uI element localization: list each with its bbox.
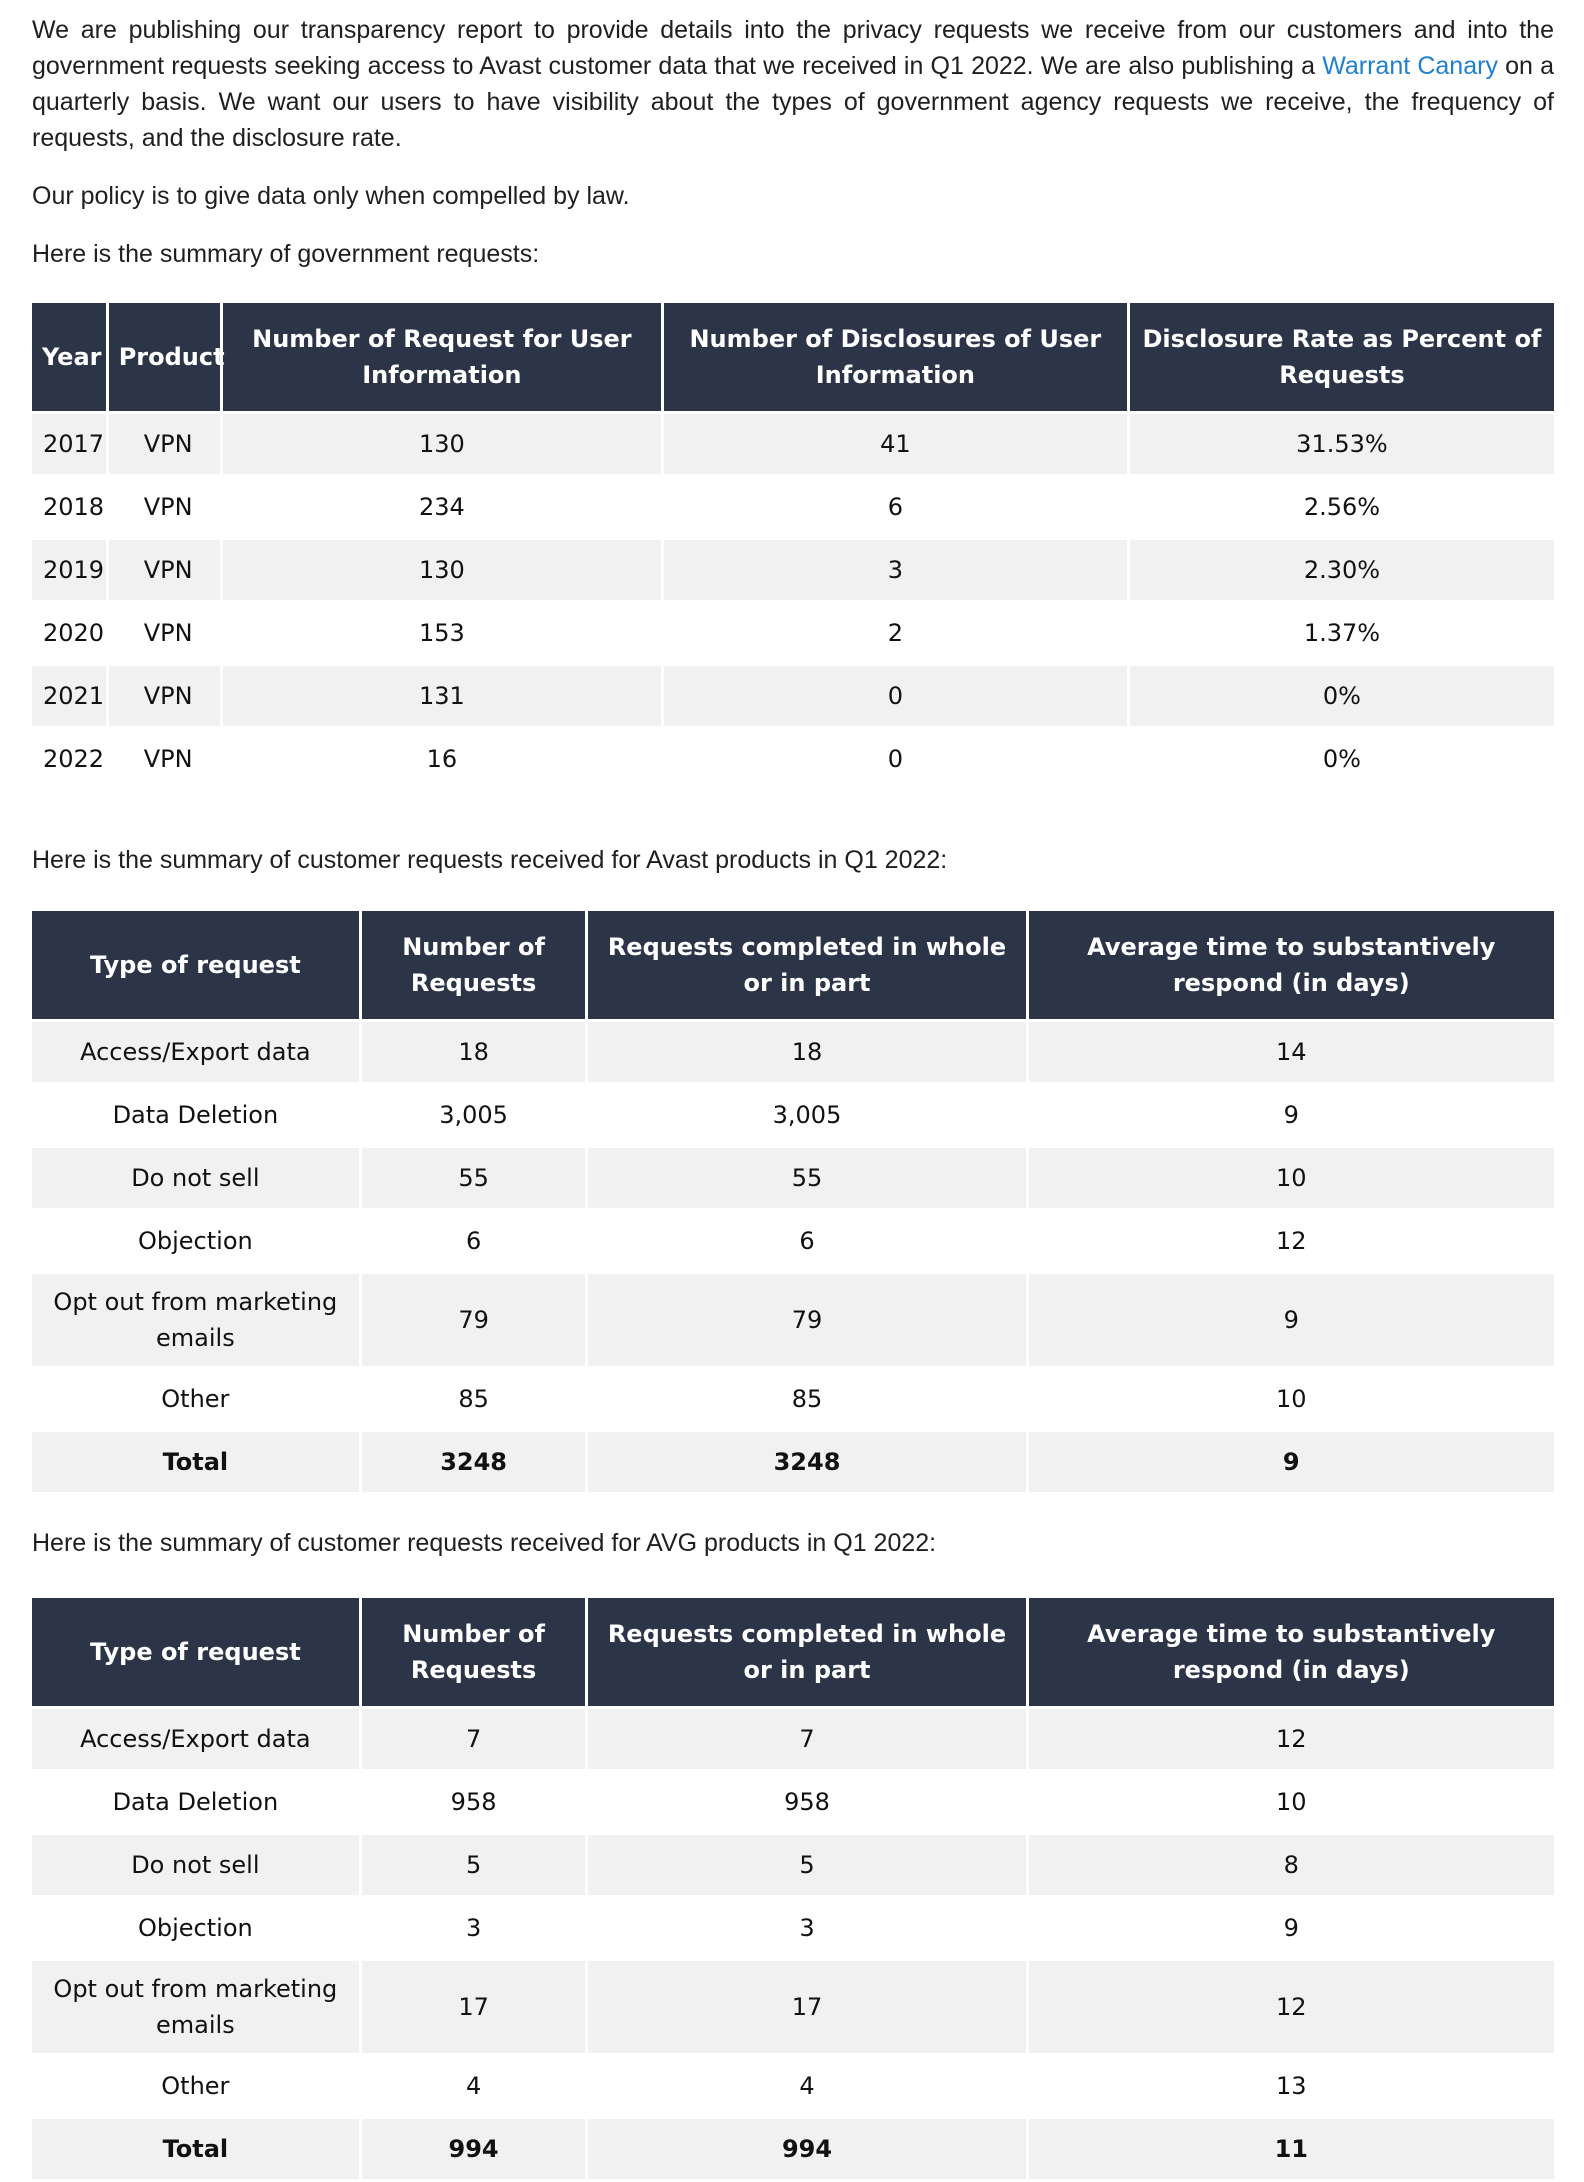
gov-header-year: Year [32, 303, 106, 411]
number-of-requests-cell: 4 [362, 2056, 586, 2116]
request-type-cell: Data Deletion [32, 1085, 359, 1145]
request-type-cell: Access/Export data [32, 1022, 359, 1082]
number-of-requests-cell: 6 [362, 1211, 586, 1271]
table-row [32, 729, 1554, 789]
disclosures-cell: 0 [664, 666, 1127, 726]
table-row [32, 1085, 1554, 1145]
requests-completed-cell: 3,005 [588, 1085, 1025, 1145]
requests-completed-cell: 85 [588, 1369, 1025, 1429]
avg-response-time-cell: 12 [1029, 1709, 1554, 1769]
number-of-requests-cell: 7 [362, 1709, 586, 1769]
gov-summary-heading: Here is the summary of government requests: [32, 240, 540, 268]
year-cell: 2021 [32, 666, 106, 726]
requests-cell: 131 [223, 666, 661, 726]
requests-completed-cell: 994 [588, 2119, 1025, 2179]
year-cell: 2017 [32, 414, 106, 474]
product-cell: VPN [109, 603, 220, 663]
avg-header-type: Type of request [32, 1598, 359, 1706]
requests-completed-cell: 3248 [588, 1432, 1025, 1492]
gov-table-header-row [32, 303, 1554, 411]
avg-response-time-cell: 11 [1029, 2119, 1554, 2179]
request-type-cell: Other [32, 1369, 359, 1429]
avg-header-avg-time: Average time to substantively respond (in days) [1029, 1598, 1554, 1706]
requests-cell: 16 [223, 729, 661, 789]
government-requests-table [29, 300, 1557, 792]
table-row [32, 1898, 1554, 1958]
request-type-cell: Data Deletion [32, 1772, 359, 1832]
avg-response-time-cell: 10 [1029, 1369, 1554, 1429]
number-of-requests-cell: 18 [362, 1022, 586, 1082]
avg-response-time-cell: 9 [1029, 1432, 1554, 1492]
gov-header-disclosures: Number of Disclosures of User Information [664, 303, 1127, 411]
requests-completed-cell: 3 [588, 1898, 1025, 1958]
table-row [32, 1772, 1554, 1832]
requests-completed-cell: 79 [588, 1274, 1025, 1366]
avast-header-type: Type of request [32, 911, 359, 1019]
avast-header-number: Number of Requests [362, 911, 586, 1019]
avg-response-time-cell: 10 [1029, 1772, 1554, 1832]
requests-completed-cell: 55 [588, 1148, 1025, 1208]
table-row [32, 603, 1554, 663]
table-row [32, 414, 1554, 474]
avg-response-time-cell: 9 [1029, 1085, 1554, 1145]
product-cell: VPN [109, 729, 220, 789]
requests-completed-cell: 4 [588, 2056, 1025, 2116]
disclosures-cell: 3 [664, 540, 1127, 600]
avg-response-time-cell: 9 [1029, 1898, 1554, 1958]
avg-header-number: Number of Requests [362, 1598, 586, 1706]
disclosures-cell: 0 [664, 729, 1127, 789]
gov-header-rate: Disclosure Rate as Percent of Requests [1130, 303, 1554, 411]
avg-response-time-cell: 13 [1029, 2056, 1554, 2116]
requests-completed-cell: 5 [588, 1835, 1025, 1895]
request-type-cell: Do not sell [32, 1148, 359, 1208]
disclosures-cell: 2 [664, 603, 1127, 663]
avg-table-header-row [32, 1598, 1554, 1706]
avast-table-header-row [32, 911, 1554, 1019]
product-cell: VPN [109, 477, 220, 537]
requests-completed-cell: 6 [588, 1211, 1025, 1271]
table-row [32, 2056, 1554, 2116]
requests-completed-cell: 958 [588, 1772, 1025, 1832]
avg-response-time-cell: 12 [1029, 1961, 1554, 2053]
request-type-cell: Total [32, 2119, 359, 2179]
table-row [32, 2119, 1554, 2179]
number-of-requests-cell: 3,005 [362, 1085, 586, 1145]
table-row [32, 1274, 1554, 1366]
avast-header-avg-time: Average time to substantively respond (in days) [1029, 911, 1554, 1019]
requests-cell: 130 [223, 414, 661, 474]
table-row [32, 1211, 1554, 1271]
requests-completed-cell: 17 [588, 1961, 1025, 2053]
table-row [32, 1369, 1554, 1429]
disclosure-rate-cell: 0% [1130, 666, 1554, 726]
request-type-cell: Other [32, 2056, 359, 2116]
request-type-cell: Access/Export data [32, 1709, 359, 1769]
avg-response-time-cell: 9 [1029, 1274, 1554, 1366]
requests-completed-cell: 18 [588, 1022, 1025, 1082]
avg-summary-heading: Here is the summary of customer requests received for AVG products in Q1 2022: [32, 1529, 937, 1557]
number-of-requests-cell: 79 [362, 1274, 586, 1366]
gov-header-product: Product [109, 303, 220, 411]
request-type-cell: Do not sell [32, 1835, 359, 1895]
number-of-requests-cell: 5 [362, 1835, 586, 1895]
intro-paragraph [32, 0, 1554, 156]
request-type-cell: Opt out from marketing emails [32, 1961, 359, 2053]
request-type-cell: Objection [32, 1898, 359, 1958]
table-row [32, 540, 1554, 600]
requests-completed-cell: 7 [588, 1709, 1025, 1769]
number-of-requests-cell: 958 [362, 1772, 586, 1832]
avg-header-completed: Requests completed in whole or in part [588, 1598, 1025, 1706]
request-type-cell: Opt out from marketing emails [32, 1274, 359, 1366]
number-of-requests-cell: 3248 [362, 1432, 586, 1492]
disclosure-rate-cell: 0% [1130, 729, 1554, 789]
year-cell: 2020 [32, 603, 106, 663]
requests-cell: 153 [223, 603, 661, 663]
product-cell: VPN [109, 540, 220, 600]
disclosures-cell: 41 [664, 414, 1127, 474]
intro-text-after-link: on a quarterly basis. We want our users to have visibility about the types of government agency requests we receive, the frequency of requests, and the disclosure rate. [32, 52, 1555, 152]
number-of-requests-cell: 85 [362, 1369, 586, 1429]
table-row [32, 666, 1554, 726]
product-cell: VPN [109, 666, 220, 726]
product-cell: VPN [109, 414, 220, 474]
avast-header-completed: Requests completed in whole or in part [588, 911, 1025, 1019]
avg-response-time-cell: 14 [1029, 1022, 1554, 1082]
disclosure-rate-cell: 31.53% [1130, 414, 1554, 474]
gov-header-requests: Number of Request for User Information [223, 303, 661, 411]
avg-response-time-cell: 8 [1029, 1835, 1554, 1895]
year-cell: 2022 [32, 729, 106, 789]
number-of-requests-cell: 3 [362, 1898, 586, 1958]
disclosure-rate-cell: 2.56% [1130, 477, 1554, 537]
disclosures-cell: 6 [664, 477, 1127, 537]
avg-response-time-cell: 12 [1029, 1211, 1554, 1271]
table-row [32, 1432, 1554, 1492]
table-row [32, 1961, 1554, 2053]
avast-summary-heading: Here is the summary of customer requests received for Avast products in Q1 2022: [32, 846, 948, 874]
number-of-requests-cell: 55 [362, 1148, 586, 1208]
table-row [32, 1835, 1554, 1895]
year-cell: 2019 [32, 540, 106, 600]
avg-response-time-cell: 10 [1029, 1148, 1554, 1208]
table-row [32, 477, 1554, 537]
requests-cell: 130 [223, 540, 661, 600]
year-cell: 2018 [32, 477, 106, 537]
number-of-requests-cell: 994 [362, 2119, 586, 2179]
intro-text-before-link: We are publishing our transparency report to provide details into the privacy requests we receive from our customers and into the government requests seeking access to Avast customer data that we received in Q1 2022. We are also publishing a [32, 16, 1554, 80]
avg-customer-requests-table [29, 1595, 1557, 2182]
warrant-canary-link[interactable]: Warrant Canary [1322, 52, 1498, 80]
disclosure-rate-cell: 2.30% [1130, 540, 1554, 600]
requests-cell: 234 [223, 477, 661, 537]
avast-customer-requests-table [29, 908, 1557, 1495]
request-type-cell: Total [32, 1432, 359, 1492]
number-of-requests-cell: 17 [362, 1961, 586, 2053]
table-row [32, 1022, 1554, 1082]
table-row [32, 1709, 1554, 1769]
request-type-cell: Objection [32, 1211, 359, 1271]
table-row [32, 1148, 1554, 1208]
disclosure-rate-cell: 1.37% [1130, 603, 1554, 663]
policy-paragraph: Our policy is to give data only when compelled by law. [32, 182, 630, 210]
